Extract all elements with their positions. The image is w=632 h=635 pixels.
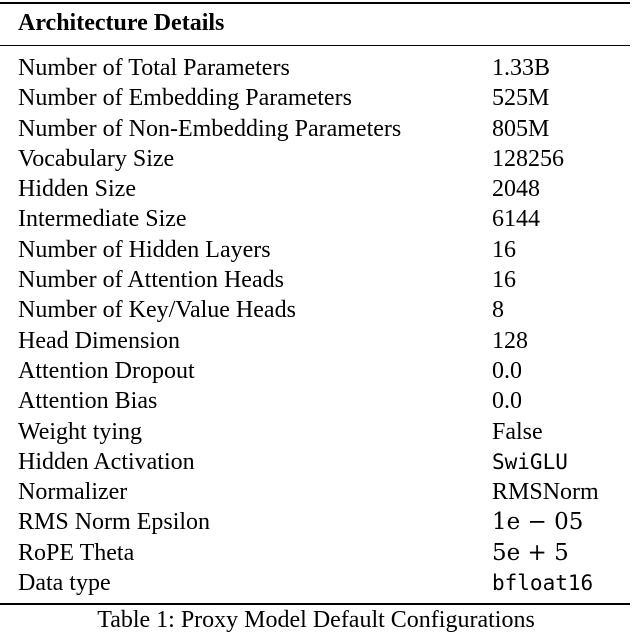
row-label: Normalizer <box>18 479 128 506</box>
row-value: 128256 <box>492 145 564 172</box>
table-row <box>0 114 632 144</box>
row-value: 1e − 05 <box>492 509 584 536</box>
table-header-rule <box>0 45 630 46</box>
row-value: bfloat16 <box>492 571 594 596</box>
row-value: 16 <box>492 267 516 294</box>
row-value: RMSNorm <box>492 479 599 506</box>
row-label: Number of Non-Embedding Parameters <box>18 115 402 142</box>
table-row <box>0 507 632 537</box>
row-label: Attention Dropout <box>18 357 195 384</box>
table-row <box>0 356 632 386</box>
table-row <box>0 538 632 568</box>
table-row <box>0 53 632 83</box>
row-value: 0.0 <box>492 388 522 415</box>
row-value: 6144 <box>492 206 540 233</box>
table-row <box>0 386 632 416</box>
row-value: 0.0 <box>492 357 522 384</box>
table-row <box>0 417 632 447</box>
row-label: Number of Hidden Layers <box>18 236 271 263</box>
table-row <box>0 447 632 477</box>
table-top-rule <box>0 2 630 4</box>
row-label: Number of Embedding Parameters <box>18 85 352 112</box>
row-label: RoPE Theta <box>18 539 135 566</box>
table-header: Architecture Details <box>18 10 225 36</box>
row-label: Data type <box>18 570 111 597</box>
table-caption: Table 1: Proxy Model Default Configurations <box>97 607 535 633</box>
table-row <box>0 83 632 113</box>
row-value: False <box>492 418 543 445</box>
table-row <box>0 235 632 265</box>
row-value: 1.33B <box>492 55 551 81</box>
table-row <box>0 477 632 507</box>
row-label: Hidden Size <box>18 176 136 203</box>
table-row <box>0 204 632 234</box>
row-value: 525M <box>492 85 550 112</box>
row-value: 128 <box>492 327 528 354</box>
row-label: Hidden Activation <box>18 448 195 475</box>
row-label: Attention Bias <box>18 388 158 415</box>
table-row <box>0 265 632 295</box>
table-row <box>0 568 632 598</box>
table-row <box>0 174 632 204</box>
row-label: Number of Attention Heads <box>18 267 284 294</box>
row-value: 8 <box>492 297 504 324</box>
row-label: Weight tying <box>18 418 143 445</box>
row-value: 805M <box>492 115 550 142</box>
table-row <box>0 326 632 356</box>
row-value: 5e + 5 <box>492 539 569 566</box>
row-label: Number of Total Parameters <box>18 55 290 81</box>
row-label: RMS Norm Epsilon <box>18 509 211 536</box>
row-value: 16 <box>492 236 516 263</box>
row-label: Vocabulary Size <box>18 145 175 172</box>
table-body <box>0 53 632 598</box>
row-value: 2048 <box>492 176 540 203</box>
table-row <box>0 295 632 325</box>
table-row <box>0 144 632 174</box>
row-label: Number of Key/Value Heads <box>18 297 296 324</box>
row-value: SwiGLU <box>492 449 568 474</box>
row-label: Head Dimension <box>18 327 180 354</box>
row-label: Intermediate Size <box>18 206 187 233</box>
